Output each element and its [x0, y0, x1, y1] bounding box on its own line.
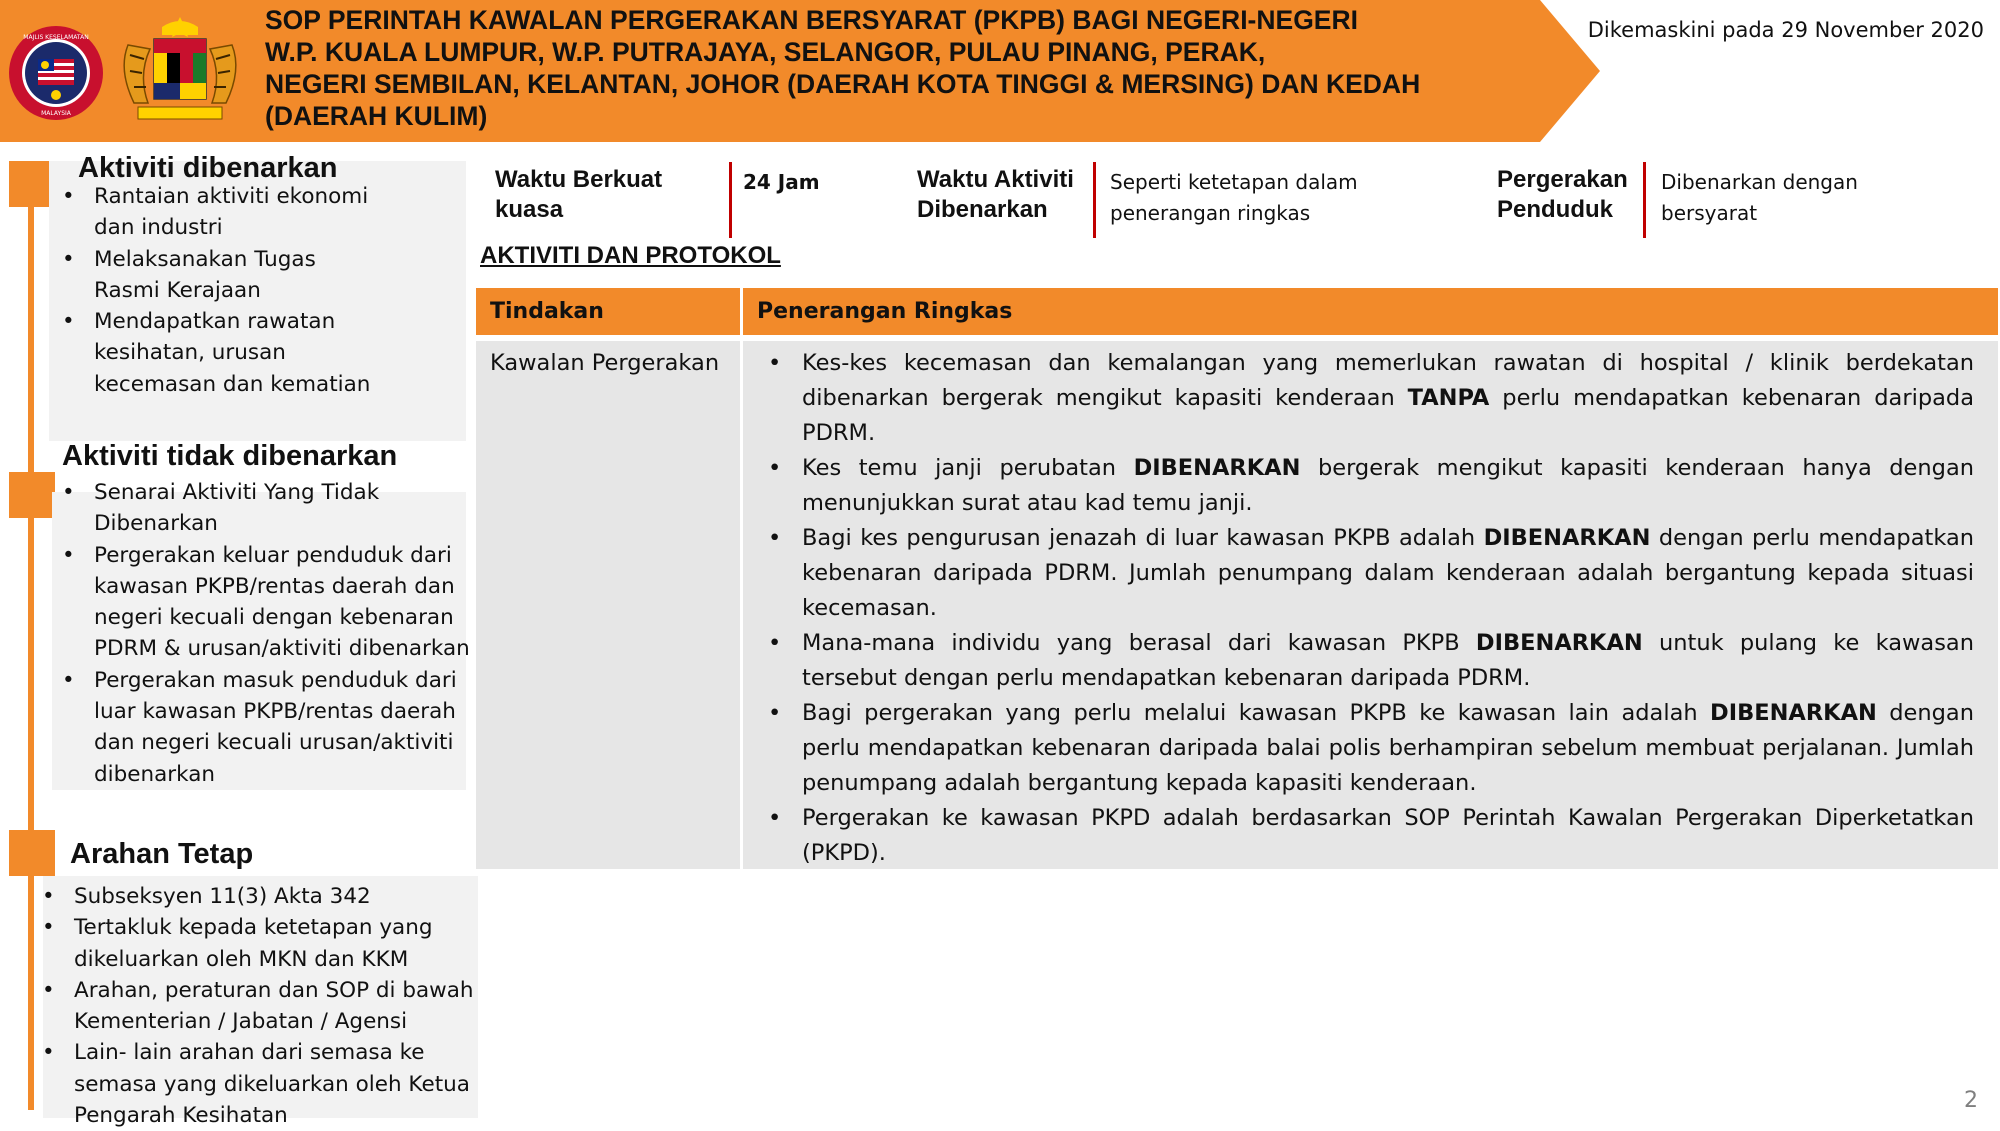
list-item: • Bagi pergerakan yang perlu melalui kawasan PKPB ke kawasan lain adalah DIBENARKAN dengan perlu mendapatkan kebenaran daripada balai polis berhampiran sebelum membuat perjalanan. Jumlah penumpang adalah bergantung kepada kapasiti kenderaan.	[756, 696, 1974, 801]
allowed-title: Aktiviti dibenarkan	[78, 152, 338, 184]
activity-time-label: Waktu Aktiviti Dibenarkan	[917, 166, 1074, 223]
section-heading: AKTIVITI DAN PROTOKOL	[480, 242, 781, 269]
list-item: • Arahan, peraturan dan SOP di bawah Kementerian / Jabatan / Agensi	[32, 975, 482, 1038]
list-item: • Lain- lain arahan dari semasa ke semasa yang dikeluarkan oleh Ketua Pengarah Kesihatan	[32, 1037, 482, 1131]
list-item: • Tertakluk kepada ketetapan yang dikeluarkan oleh MKN dan KKM	[32, 912, 482, 975]
page-title-line: SOP PERINTAH KAWALAN PERGERAKAN BERSYARAT (PKPB) BAGI NEGERI-NEGERI	[265, 5, 1358, 35]
malaysia-coat-of-arms-logo	[108, 15, 252, 125]
timeline-marker-standing-orders	[9, 830, 55, 876]
nsc-logo	[8, 25, 104, 121]
table-row	[476, 341, 1998, 869]
table-header	[476, 288, 1998, 335]
list-item: • Kes temu janji perubatan DIBENARKAN bergerak mengikut kapasiti kenderaan hanya dengan menunjukkan surat atau kad temu janji.	[756, 451, 1974, 521]
action-cell: Kawalan Pergerakan	[490, 350, 720, 376]
movement-value: Dibenarkan dengan bersyarat	[1661, 170, 1858, 225]
list-item: • Pergerakan masuk penduduk dari luar kawasan PKPB/rentas daerah dan negeri kecuali urusan/aktiviti dibenarkan	[52, 665, 472, 790]
list-item: • Mendapatkan rawatan kesihatan, urusan kecemasan dan kematian	[52, 306, 382, 400]
svg-text:MAJLIS KESELAMATAN: MAJLIS KESELAMATAN	[23, 34, 89, 41]
separator	[729, 162, 732, 238]
page-number: 2	[1964, 1088, 1978, 1113]
separator	[1643, 162, 1646, 238]
standing-orders-title: Arahan Tetap	[70, 838, 254, 870]
allowed-list	[52, 181, 382, 400]
column-header-description: Penerangan Ringkas	[757, 299, 1013, 324]
list-item: • Kes-kes kecemasan dan kemalangan yang memerlukan rawatan di hospital / klinik berdekatan dibenarkan bergerak mengikut kapasiti kenderaan TANPA perlu mendapatkan kebenaran daripada PDRM.	[756, 346, 1974, 451]
column-divider	[740, 341, 743, 869]
list-item: • Pergerakan keluar penduduk dari kawasan PKPB/rentas daerah dan negeri kecuali dengan kebenaran PDRM & urusan/aktiviti dibenarkan	[52, 540, 472, 665]
svg-text:MALAYSIA: MALAYSIA	[41, 110, 71, 117]
effective-time-value: 24 Jam	[743, 170, 820, 194]
standing-orders-list	[32, 881, 482, 1131]
list-item: • Pergerakan ke kawasan PKPD adalah berdasarkan SOP Perintah Kawalan Pergerakan Diperketatkan (PKPD).	[756, 801, 1974, 871]
column-divider	[740, 288, 743, 335]
list-item: • Subseksyen 11(3) Akta 342	[32, 881, 482, 912]
page-title-line: (DAERAH KULIM)	[265, 101, 488, 131]
not-allowed-title: Aktiviti tidak dibenarkan	[62, 440, 398, 472]
list-item: • Bagi kes pengurusan jenazah di luar kawasan PKPB adalah DIBENARKAN dengan perlu mendapatkan kebenaran daripada PDRM. Jumlah penumpang dalam kenderaan adalah bergantung kepada situasi kecemasan.	[756, 521, 1974, 626]
movement-label: Pergerakan Penduduk	[1497, 166, 1628, 223]
list-item: • Mana-mana individu yang berasal dari kawasan PKPB DIBENARKAN untuk pulang ke kawasan tersebut dengan perlu mendapatkan kebenaran daripada PDRM.	[756, 626, 1974, 696]
list-item: • Melaksanakan Tugas Rasmi Kerajaan	[52, 244, 382, 307]
effective-time-label: Waktu Berkuat kuasa	[495, 166, 663, 223]
activity-time-value: Seperti ketetapan dalam penerangan ringkas	[1110, 170, 1358, 225]
description-list	[756, 346, 1974, 871]
column-header-action: Tindakan	[490, 299, 604, 324]
list-item: • Senarai Aktiviti Yang Tidak Dibenarkan	[52, 477, 472, 540]
page-title	[265, 4, 1465, 132]
separator	[1093, 162, 1096, 238]
not-allowed-list	[52, 477, 472, 790]
timeline-marker-not-allowed	[9, 472, 55, 518]
list-item: • Rantaian aktiviti ekonomi dan industri	[52, 181, 382, 244]
page-title-line: NEGERI SEMBILAN, KELANTAN, JOHOR (DAERAH KOTA TINGGI & MERSING) DAN KEDAH	[265, 69, 1421, 99]
updated-date: Dikemaskini pada 29 November 2020	[1587, 18, 1984, 42]
page-title-line: W.P. KUALA LUMPUR, W.P. PUTRAJAYA, SELANGOR, PULAU PINANG, PERAK,	[265, 37, 1266, 67]
